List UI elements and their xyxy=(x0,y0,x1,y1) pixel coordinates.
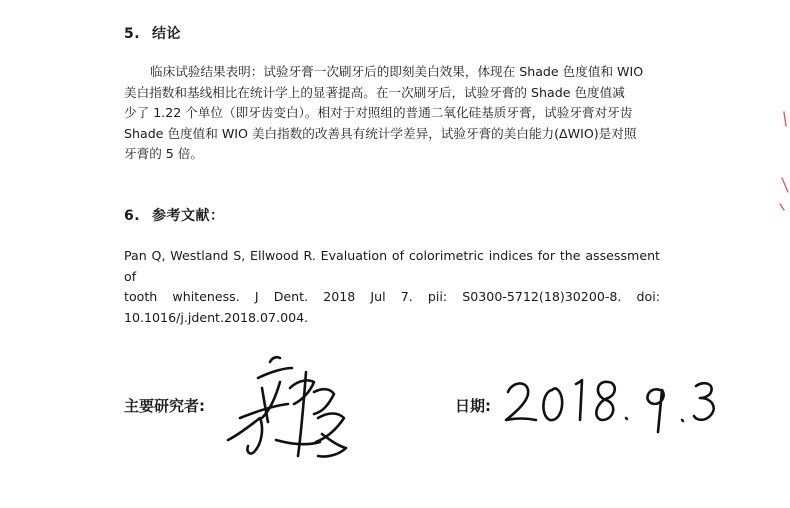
section-6-title: 参考文献： xyxy=(152,208,225,224)
reference-line: 10.1016/j.jdent.2018.07.004. xyxy=(124,309,309,325)
investigator-signature xyxy=(210,348,370,468)
section-6-heading xyxy=(124,205,225,225)
section-5-title: 结论 xyxy=(152,26,181,42)
date-label: 日期: xyxy=(455,397,491,415)
reference-entry xyxy=(124,246,660,328)
section-6-number: 6. xyxy=(124,208,141,224)
reference-line: tooth whiteness. J Dent. 2018 Jul 7. pii: S0300-5712(18)30200-8. doi: xyxy=(124,289,660,305)
principal-investigator-label: 主要研究者: xyxy=(124,397,205,415)
section-5-heading xyxy=(124,23,181,43)
section-5-number: 5. xyxy=(124,26,141,42)
conclusion-line: 牙膏的 5 倍。 xyxy=(124,146,203,162)
reference-line: Pan Q, Westland S, Ellwood R. Evaluation of colorimetric indices for the assessment of xyxy=(124,248,660,284)
conclusion-paragraph xyxy=(124,62,660,165)
conclusion-line: 临床试验结果表明：试验牙膏一次刷牙后的即刻美白效果，体现在 Shade 色度值和 WIO xyxy=(150,64,644,79)
conclusion-line: 美白指数和基线相比在统计学上的显著提高。在一次刷牙后，试验牙膏的 Shade 色度值减 xyxy=(124,84,625,100)
conclusion-line: Shade 色度值和 WIO 美白指数的改善具有统计学差异，试验牙膏的美白能力(ΔWIO)是对照 xyxy=(124,125,637,141)
scan-edge-marks xyxy=(770,100,790,300)
conclusion-line: 少了 1.22 个单位（即牙齿变白）。相对于对照组的普通二氧化硅基质牙膏，试验牙膏对牙齿 xyxy=(124,105,633,121)
handwritten-date xyxy=(500,368,730,438)
